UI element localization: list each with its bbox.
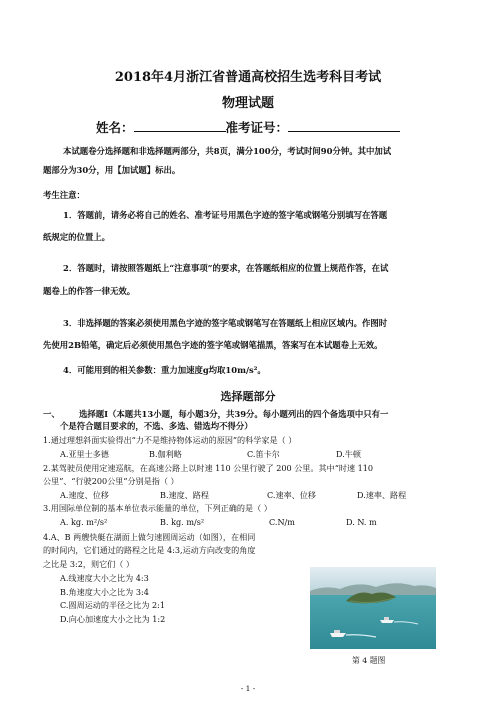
q4-stem-line-2: 的时间内，它们通过的路程之比是 4:3,运动方向改变的角度 [43,545,256,555]
q2-option-a[interactable]: A.速度、位移 [60,490,109,500]
q3-stem: 3.用国际单位制的基本单位表示能量的单位，下列正确的是（ ） [43,503,272,513]
q1-option-d[interactable]: D.牛顿 [336,449,361,459]
note-4: 4．可能用到的相关参数：重力加速度g均取10m/s²。 [63,365,266,375]
q2-option-d[interactable]: D.速率、路程 [357,490,407,500]
q1-option-a[interactable]: A.亚里士多德 [60,449,109,459]
note-2-line-2: 题卷上的作答一律无效。 [43,286,136,296]
q4-option-b[interactable]: B.角速度大小之比为 3:4 [60,587,149,597]
q4-option-a[interactable]: A.线速度大小之比为 4:3 [60,573,149,583]
q4-stem-line-1: 4.A、B 两艘快艇在湖面上做匀速圆周运动（如图），在相同 [43,532,256,542]
q4-option-d[interactable]: D.向心加速度大小之比为 1:2 [60,614,166,624]
lake-speedboats-photo [310,567,436,649]
part-instruction-line-2: 个是符合题目要求的，不选、多选、错选均不得分） [60,421,253,431]
note-3-line-1: 3．非选择题的答案必须使用黑色字迹的签字笔或钢笔写在答题纸上相应区域内。作图时 [63,318,388,328]
q4-option-c[interactable]: C.圆周运动的半径之比为 2:1 [60,600,166,610]
lake-water [310,595,436,649]
notes-heading: 考生注意： [43,190,85,200]
note-1-line-2: 纸规定的位置上。 [43,232,110,242]
intro-line-2: 题部分为30分，用【加试题】标出。 [43,165,181,175]
note-3-line-2: 先使用2B铅笔，确定后必须使用黑色字迹的签字笔或钢笔描黑，答案写在本试题卷上无效。 [43,340,383,350]
candidate-info [0,118,496,136]
page-number: - 1 - [240,684,256,693]
q1-stem: 1.通过理想斜面实验得出“力不是维持物体运动的原因”的科学家是（ ） [43,435,297,445]
note-2-line-1: 2．答题时，请按照答题纸上“注意事项”的要求，在答题纸相应的位置上规范作答，在试 [63,263,389,273]
part-instruction-line-1: 选择题Ⅰ（本题共13小题，每小题3分，共39分。每小题列出的四个备选项中只有一 [79,409,389,419]
note-1-line-1: 1．答题前，请务必将自己的姓名、准考证号用黑色字迹的签字笔或钢笔分别填写在答题 [63,210,388,220]
exam-title: 2018年4月浙江省普通高校招生选考科目考试 [114,70,382,85]
q2-option-b[interactable]: B.速度、路程 [160,490,209,500]
name-blank[interactable] [134,119,226,132]
q3-option-b[interactable]: B. kg. m/s² [160,517,205,527]
q1-option-b[interactable]: B.伽利略 [149,449,182,459]
q2-stem-line-1: 2.某驾驶员使用定速巡航，在高速公路上以时速 110 公里行驶了 200 公里。其中“时速 110 [43,463,374,473]
figure-caption: 第 4 题图 [352,656,386,665]
q2-stem-line-2: 公里”、“行驶200公里”分别是指（ ） [43,476,179,486]
part-label: 一、 [43,409,60,419]
section-title: 选择题部分 [220,390,276,403]
q1-option-c[interactable]: C.笛卡尔 [247,449,280,459]
id-label: 准考证号： [225,120,289,135]
id-blank[interactable] [288,119,400,132]
q3-option-a[interactable]: A. kg. m²/s² [60,517,108,527]
name-label: 姓名： [95,120,134,135]
subject-title: 物理试题 [221,96,274,111]
q3-option-d[interactable]: D. N. m [346,517,377,527]
q4-stem-line-3: 之比是 3:2，则它们（ ） [43,559,135,569]
intro-line-1: 本试题卷分选择题和非选择题两部分，共8页，满分100分，考试时间90分钟。其中加试 [63,146,392,156]
q3-option-c[interactable]: C.N/m [269,517,295,527]
q2-option-c[interactable]: C.速率、位移 [267,490,316,500]
